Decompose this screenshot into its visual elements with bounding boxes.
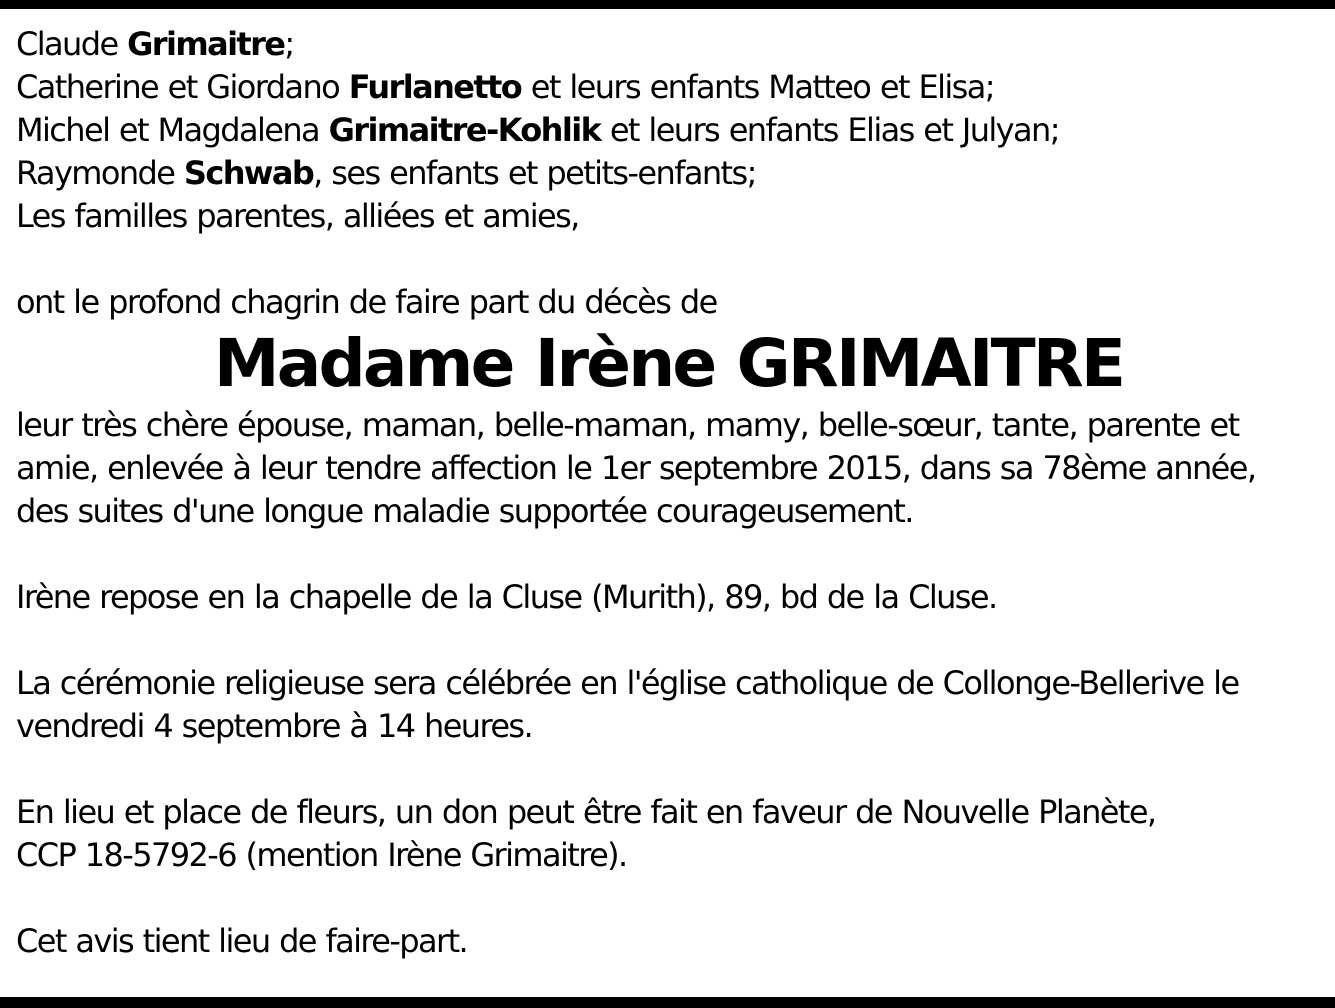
- top-rule: [0, 0, 1335, 9]
- description-line: leur très chère épouse, maman, belle-maman, mamy, belle-sœur, tante, parente et: [16, 406, 1239, 444]
- rest-place: Irène repose en la chapelle de la Cluse (Murith), 89, bd de la Cluse.: [16, 578, 997, 616]
- family-surname: Grimaitre: [127, 25, 285, 63]
- ceremony-line: La cérémonie religieuse sera célébrée en l'église catholique de Collonge-Bellerive le: [16, 664, 1239, 702]
- obituary-notice: [16, 23, 1321, 963]
- spacer: [16, 877, 1321, 920]
- donation: [16, 791, 1321, 877]
- spacer: [16, 619, 1321, 662]
- family-text: Michel et Magdalena: [16, 111, 329, 149]
- family-surname: Grimaitre-Kohlik: [328, 111, 601, 149]
- family-text: Catherine et Giordano: [16, 68, 349, 106]
- family-text: , ses enfants et petits-enfants;: [313, 154, 756, 192]
- spacer: [16, 748, 1321, 791]
- spacer: [16, 533, 1321, 576]
- family-text: Raymonde: [16, 154, 184, 192]
- ceremony-line: vendredi 4 septembre à 14 heures.: [16, 707, 533, 745]
- description-line: des suites d'une longue maladie supportée courageusement.: [16, 492, 913, 530]
- spacer: [16, 238, 1321, 281]
- donation-line: En lieu et place de fleurs, un don peut être fait en faveur de Nouvelle Planète,: [16, 793, 1156, 831]
- family-surname: Furlanetto: [348, 68, 522, 106]
- announcement: ont le profond chagrin de faire part du décès de: [16, 283, 717, 321]
- family-line: [16, 109, 1321, 152]
- closing-line: Cet avis tient lieu de faire-part.: [16, 922, 468, 960]
- description: [16, 404, 1321, 533]
- bottom-rule: [0, 997, 1335, 1008]
- families-line: Les familles parentes, alliées et amies,: [16, 197, 579, 235]
- description-line: amie, enlevée à leur tendre affection le 1er septembre 2015, dans sa 78ème année,: [16, 449, 1256, 487]
- family-text: et leurs enfants Matteo et Elisa;: [521, 68, 994, 106]
- ceremony: [16, 662, 1321, 748]
- family-text: ;: [284, 25, 294, 63]
- family-list: [16, 23, 1321, 238]
- family-line: [16, 23, 1321, 66]
- family-text: et leurs enfants Elias et Julyan;: [600, 111, 1059, 149]
- donation-line: CCP 18-5792-6 (mention Irène Grimaitre).: [16, 836, 627, 874]
- family-surname: Schwab: [183, 154, 314, 192]
- family-line: [16, 152, 1321, 195]
- deceased-name: Madame Irène GRIMAITRE: [213, 325, 1124, 402]
- family-text: Claude: [16, 25, 128, 63]
- family-line: [16, 66, 1321, 109]
